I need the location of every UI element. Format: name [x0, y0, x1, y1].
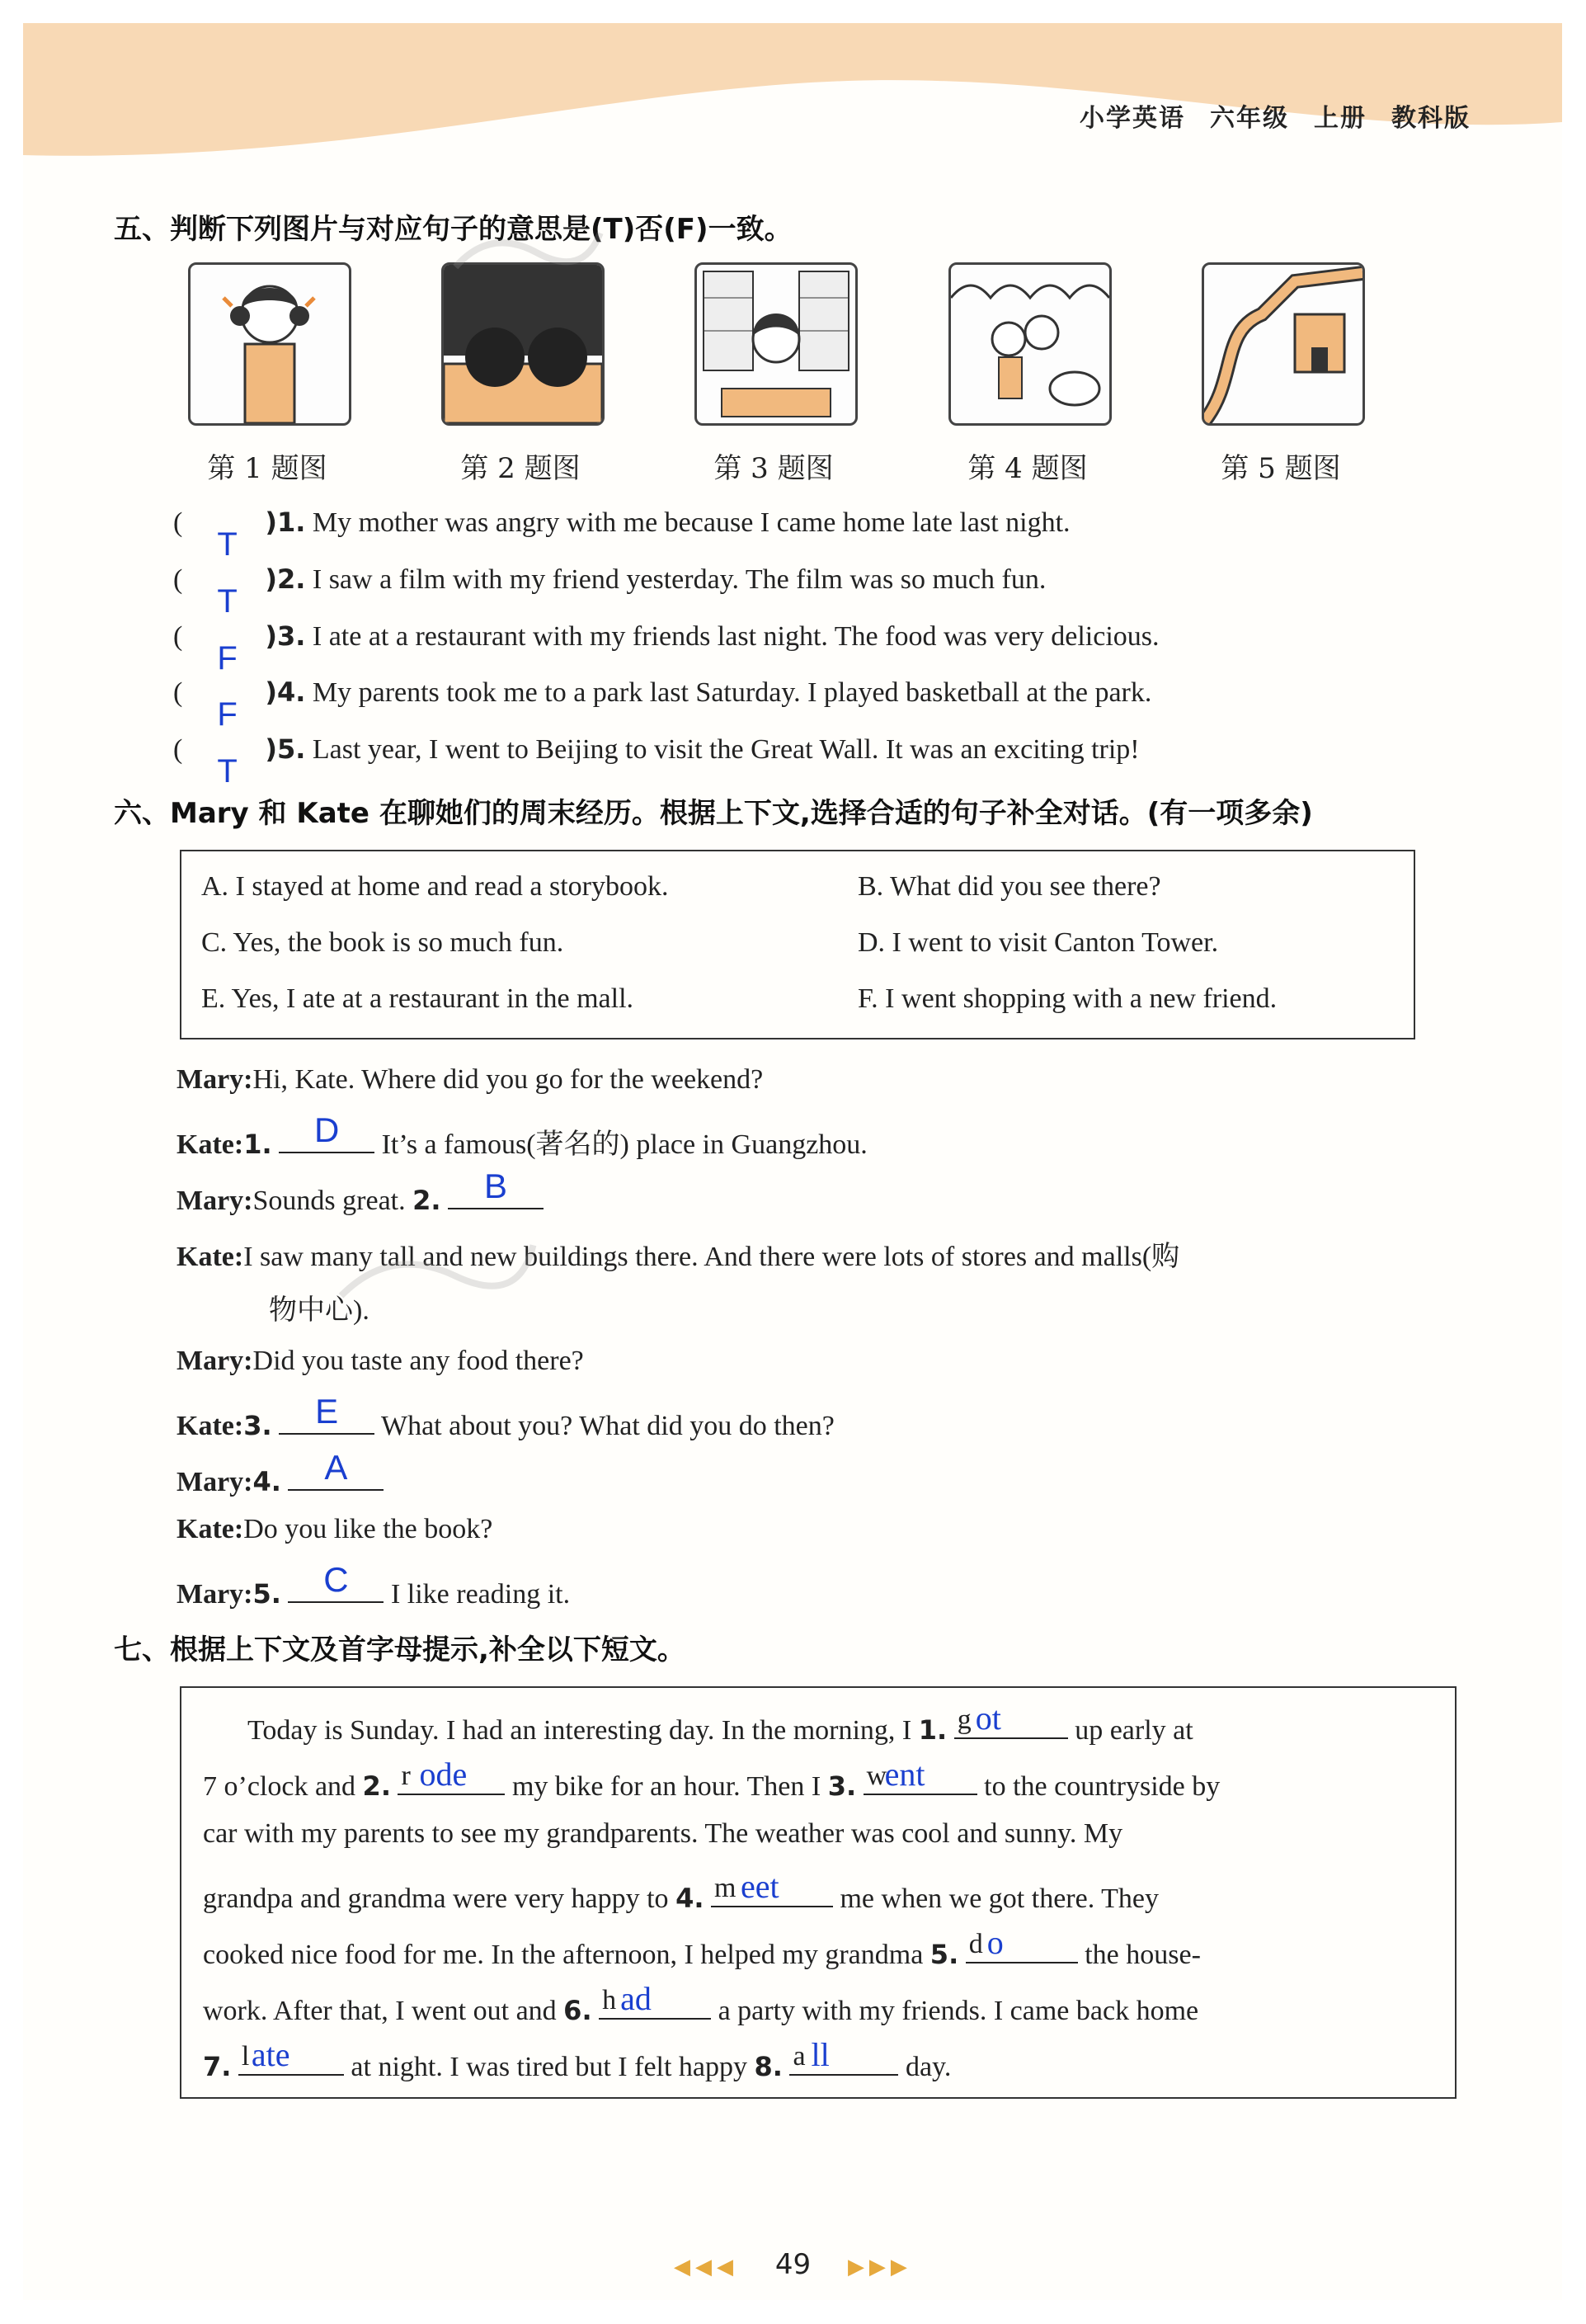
passage-line-3: car with my parents to see my grandparents. The weather was cool and sunny. My: [203, 1818, 1123, 1849]
dialogue-line-4-cont: 物中心).: [269, 1295, 369, 1326]
option-a: A. I stayed at home and read a storybook.: [201, 871, 669, 902]
section6-title: 六、Mary 和 Kate 在聊她们的周末经历。根据上下文,选择合适的句子补全对话。(有一项多余): [114, 797, 1313, 830]
angry-mother-illustration: [191, 265, 349, 423]
tf-item-1: ( T )1. My mother was angry with me because I came home late last night.: [173, 507, 1071, 563]
tf-answer-4: F: [217, 696, 238, 733]
passage-blank-2[interactable]: r ode: [398, 1762, 505, 1795]
caption-4: 第 4 题图: [967, 452, 1088, 485]
dialogue-line-7: Mary:4. A: [176, 1458, 384, 1498]
dialogue-line-3: Mary:Sounds great. 2. B: [176, 1176, 544, 1217]
picture-1: [188, 262, 351, 426]
passage-line-7: 7. l ate at night. I was tired but I felt happy 8. a ll day.: [203, 2036, 952, 2082]
farm-illustration: [951, 265, 1109, 423]
page-number: 49: [774, 2248, 812, 2281]
tf-item-5: ( T )5. Last year, I went to Beijing to visit the Great Wall. It was an exciting trip!: [173, 733, 1140, 790]
dialogue-line-2: Kate:1. D It’s a famous(著名的) place in Guangzhou.: [176, 1110, 868, 1160]
dialogue-blank-4[interactable]: A: [288, 1458, 384, 1491]
picture-3: [694, 262, 858, 426]
passage-blank-1[interactable]: g ot: [954, 1706, 1068, 1739]
option-e: E. Yes, I ate at a restaurant in the mall.: [201, 983, 634, 1014]
option-d: D. I went to visit Canton Tower.: [858, 927, 1219, 958]
header-grade: 六年级: [1210, 104, 1289, 133]
tf-answer-5: T: [217, 753, 238, 790]
dialogue-line-5: Mary:Did you taste any food there?: [176, 1346, 584, 1376]
section7-title: 七、根据上下文及首字母提示,补全以下短文。: [114, 1633, 685, 1666]
page-footer: [0, 2248, 1586, 2281]
passage-blank-5[interactable]: d o: [966, 1930, 1078, 1963]
caption-3: 第 3 题图: [713, 452, 834, 485]
dialogue-blank-3[interactable]: E: [279, 1402, 374, 1435]
dialogue-blank-5[interactable]: C: [288, 1570, 384, 1603]
tf-answer-2: T: [217, 583, 238, 620]
library-illustration: [697, 265, 855, 423]
passage-blank-3[interactable]: w ent: [864, 1762, 977, 1795]
caption-1: 第 1 题图: [207, 452, 327, 485]
caption-2: 第 2 题图: [460, 452, 581, 485]
tf-item-3: ( F )3. I ate at a restaurant with my friends last night. The food was very delicious.: [173, 620, 1160, 676]
passage-blank-4[interactable]: m eet: [711, 1874, 833, 1907]
option-b: B. What did you see there?: [858, 871, 1161, 902]
section5-title: 五、判断下列图片与对应句子的意思是(T)否(F)一致。: [114, 213, 793, 246]
tf-item-2: ( T )2. I saw a film with my friend yesterday. The film was so much fun.: [173, 563, 1047, 620]
caption-5: 第 5 题图: [1221, 452, 1341, 485]
passage-line-2: 7 o’clock and 2. r ode my bike for an hour. Then I 3. w ent to the countryside by: [203, 1756, 1221, 1802]
tf-item-4: ( F )4. My parents took me to a park last Saturday. I played basketball at the park.: [173, 676, 1152, 733]
dialogue-line-9: Mary:5. C I like reading it.: [176, 1560, 571, 1610]
header-subject: 小学英语: [1080, 104, 1185, 133]
dialogue-line-1: Mary:Hi, Kate. Where did you go for the weekend?: [176, 1064, 764, 1095]
next-arrows-icon: ▶▶▶: [847, 2255, 912, 2279]
header-volume: 上册: [1314, 104, 1367, 133]
great-wall-illustration: [1204, 265, 1362, 423]
dialogue-blank-1[interactable]: D: [279, 1120, 374, 1153]
tf-answer-1: T: [217, 526, 238, 563]
dialogue-line-6: Kate:3. E What about you? What did you do then?: [176, 1392, 835, 1441]
passage-blank-6[interactable]: h ad: [599, 1987, 711, 2020]
dialogue-blank-2[interactable]: B: [448, 1176, 544, 1209]
dialogue-line-8: Kate:Do you like the book?: [176, 1514, 493, 1544]
tf-answer-3: F: [217, 640, 238, 676]
option-c: C. Yes, the book is so much fun.: [201, 927, 564, 958]
option-f: F. I went shopping with a new friend.: [858, 983, 1278, 1014]
passage-line-4: grandpa and grandma were very happy to 4. m eet me when we got there. They: [203, 1868, 1159, 1914]
header-book-info: [1055, 97, 1471, 134]
header-edition: 教科版: [1391, 104, 1471, 133]
prev-arrows-icon: ◀◀◀: [674, 2255, 739, 2279]
passage-line-5: cooked nice food for me. In the afternoon, I helped my grandma 5. d o the house-: [203, 1924, 1201, 1970]
picture-5: [1202, 262, 1365, 426]
passage-blank-7[interactable]: l ate: [238, 2043, 344, 2076]
options-box: [180, 850, 1415, 1039]
passage-line-1: Today is Sunday. I had an interesting day. In the morning, I 1. g ot up early at: [247, 1699, 1193, 1746]
header-banner: [23, 23, 1562, 163]
passage-blank-8[interactable]: a ll: [789, 2043, 898, 2076]
picture-4: [948, 262, 1112, 426]
dialogue-line-4: Kate:I saw many tall and new buildings there. And there were lots of stores and malls(购: [176, 1242, 1180, 1272]
passage-line-6: work. After that, I went out and 6. h ad a party with my friends. I came back home: [203, 1980, 1199, 2026]
passage-box: [180, 1686, 1457, 2099]
